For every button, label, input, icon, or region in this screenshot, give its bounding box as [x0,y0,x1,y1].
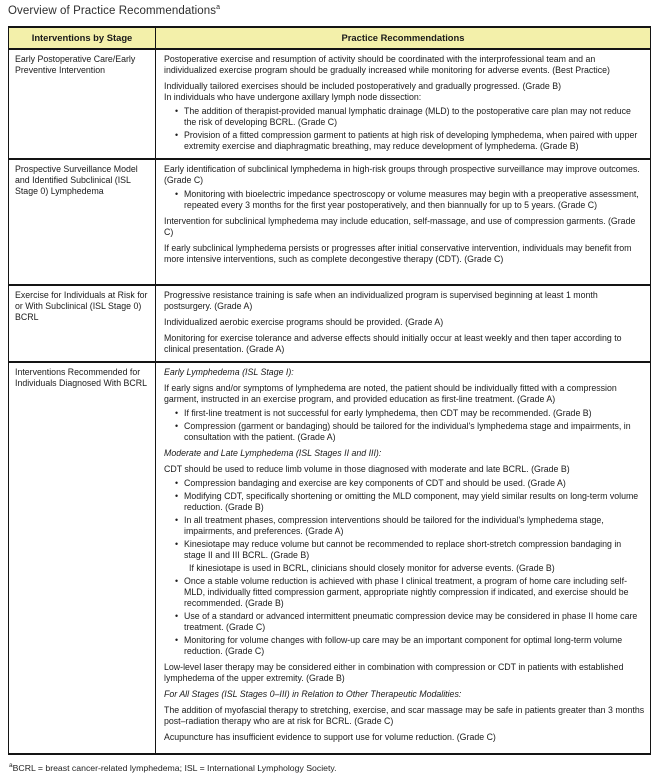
stage-cell: Interventions Recommended for Individuals Diagnosed With BCRL [9,362,156,754]
footnote-superscript: a [9,761,13,769]
bullet-item: • Once a stable volume reduction is achieved with phase I clinical treatment, a program of home care including self-MLD, individually fitted compression garment, appropriate nightly compression if indicated, and exercise should be recommended. (Grade B) [175,576,645,609]
recommendations-cell [156,159,651,285]
bullet-item: • Modifying CDT, specifically shortening or omitting the MLD component, may yield similar results on long-term volume reduction. (Grade B) [175,491,645,513]
table-footnote [8,762,658,773]
footnote-text: BCRL = breast cancer-related lymphedema; ISL = International Lymphology Society. [12,762,337,773]
subsection-heading: Moderate and Late Lymphedema (ISL Stages II and III): [164,447,382,458]
subsection-heading: Early Lymphedema (ISL Stage I): [164,366,294,377]
paragraph: CDT should be used to reduce limb volume in those diagnosed with moderate and late BCRL. (Grade B) [164,463,570,474]
bullet-list [164,189,645,211]
page-title-text: Overview of Practice Recommendations [8,4,217,17]
paragraph: The addition of myofascial therapy to stretching, exercise, and scar massage may be safe in patients greater than 3 months post–radiation therapy who are at risk for BCRL. (Grade C) [164,704,645,726]
recommendations-cell [156,362,651,754]
paragraph: Acupuncture has insufficient evidence to support use for volume reduction. (Grade C) [164,731,496,742]
bullet-list [164,478,645,657]
bullet-note: If kinesiotape is used in BCRL, clinicians should closely monitor for adverse events. (Grade B) [189,562,555,573]
subsection-heading: For All Stages (ISL Stages 0–III) in Relation to Other Therapeutic Modalities: [164,688,462,699]
bullet-item: • Use of a standard or advanced intermittent pneumatic compression device may be considered in phase II home care treatment. (Grade C) [175,611,645,633]
table-row [9,49,651,159]
bullet-item: • Compression bandaging and exercise are key components of CDT and should be used. (Grade A) [175,478,645,489]
bullet-list [164,106,645,152]
stage-cell: Exercise for Individuals at Risk for or With Subclinical (ISL Stage 0) BCRL [9,285,156,362]
bullet-item: • Compression (garment or bandaging) should be tailored for the individual's lymphedema stage and impairments, in consultation with the patient. (Grade A) [175,421,645,443]
paragraph: If early signs and/or symptoms of lymphedema are noted, the patient should be individually fitted with a compression garment, instructed in an exercise program, and provided education as first-line treatment. (Grade A) [164,382,617,404]
bullet-item: • Monitoring for volume changes with follow-up care may be an important component for optimal long-term volume reduction. (Grade C) [175,635,645,657]
paragraph: Monitoring for exercise tolerance and adverse effects should initially occur at least weekly and then taper according to clinical presentation. (Grade A) [164,332,622,354]
page-title [8,4,658,17]
paragraph: Individually tailored exercises should be included postoperatively and gradually progressed. (Grade B) [164,80,562,91]
bullet-item: • If first-line treatment is not successful for early lymphedema, then CDT may be recommended. (Grade B) [175,408,645,419]
title-superscript: a [216,4,221,11]
bullet-item: • Kinesiotape may reduce volume but cannot be recommended to replace short-stretch compression bandaging in stage II and III BCRL. (Grade B) [175,539,645,561]
paragraph: Postoperative exercise and resumption of activity should be coordinated with the interprofessional team and an individualized exercise program should be gradually increased while monitoring for adverse events. (Best Practice) [164,53,610,75]
column-header-practice-recommendations: Practice Recommendations [156,27,651,49]
table-header [9,27,651,49]
column-header-interventions-by-stage: Interventions by Stage [9,27,156,49]
paragraph: If early subclinical lymphedema persists or progresses after initial conservative intervention, individuals may benefit from more intensive interventions, such as complete decongestive therapy (CDT). (Grade C) [164,242,632,264]
paragraph: In individuals who have undergone axillary lymph node dissection: [164,91,422,102]
stage-cell: Early Postoperative Care/Early Preventive Intervention [9,49,156,159]
bullet-item: • The addition of therapist-provided manual lymphatic drainage (MLD) to the postoperative care plan may not reduce the risk of developing BCRL. (Grade C) [175,106,645,128]
bullet-item: • Provision of a fitted compression garment to patients at high risk of developing lymphedema, when paired with upper extremity exercise and diaphragmatic breathing, may reduce development of lymphedema. (Grade B) [175,130,645,152]
table-row [9,285,651,362]
paragraph: Low-level laser therapy may be considered either in combination with compression or CDT in patients with established lymphedema of the upper extremity. (Grade B) [164,661,624,683]
paragraph: Individualized aerobic exercise programs should be provided. (Grade A) [164,316,444,327]
recommendations-cell [156,49,651,159]
practice-recommendations-table [8,26,651,755]
header-row [9,27,651,49]
paragraph: Early identification of subclinical lymphedema in high-risk groups through prospective surveillance may improve outcomes. (Grade C) [164,163,640,185]
bullet-item: • In all treatment phases, compression interventions should be tailored for the individual's lymphedema stage, impairments, and preferences. (Grade A) [175,515,645,537]
bullet-list [164,408,645,443]
paragraph: Intervention for subclinical lymphedema may include education, self-massage, and use of compression garments. (Grade C) [164,215,636,237]
paragraph: Progressive resistance training is safe when an individualized program is supervised beginning at least 1 month postsurgery. (Grade A) [164,289,598,311]
bullet-item: • Monitoring with bioelectric impedance spectroscopy or volume measures may begin with a preoperative assessment, repeated every 3 months for the first year postoperatively, and then biannually for up to 5 years. (Grade C) [175,189,645,211]
table-row [9,159,651,285]
recommendations-cell [156,285,651,362]
table-row [9,362,651,754]
table-body [9,49,651,754]
stage-cell: Prospective Surveillance Model and Identified Subclinical (ISL Stage 0) Lymphedema [9,159,156,285]
